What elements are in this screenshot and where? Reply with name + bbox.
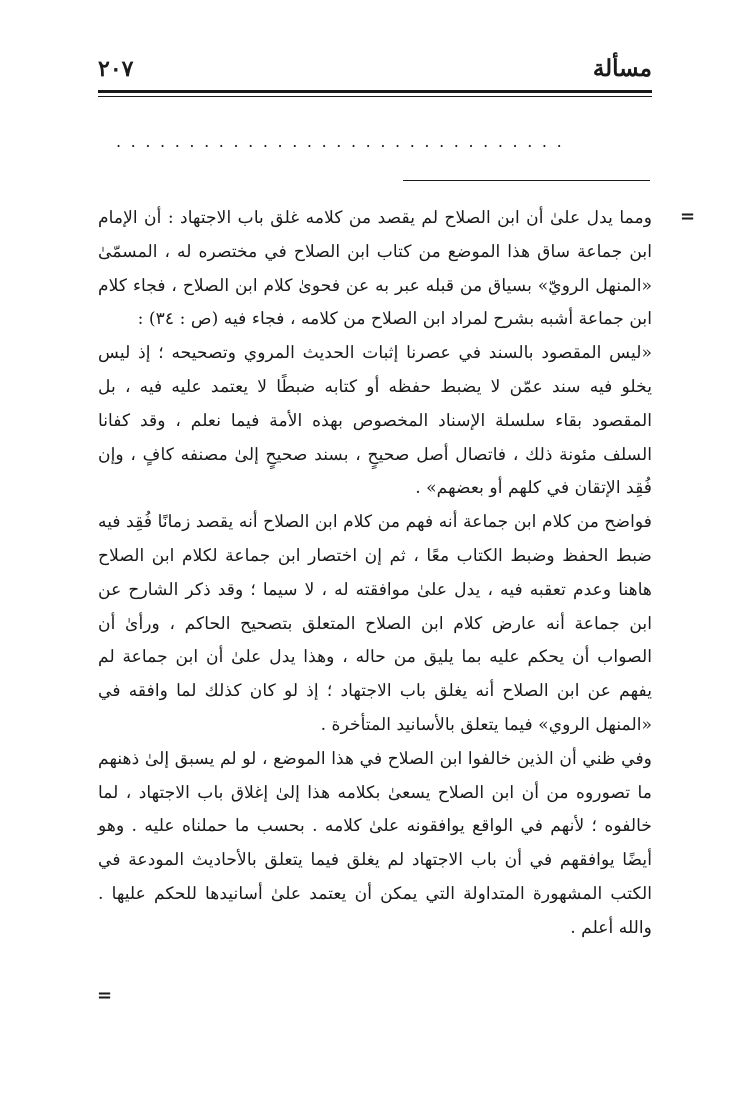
- continuation-mark: =: [680, 206, 696, 227]
- end-mark: =: [97, 985, 113, 1006]
- paragraph-2-quote: «ليس المقصود بالسند في عصرنا إثبات الحديث المروي وتصحيحه ؛ إذ ليس يخلو فيه سند عمّن لا يضبط حفظه أو كتابه ضبطًا لا يعتمد عليه فيه ، بل المقصود بقاء سلسلة الإسناد المخصوص بهذه الأمة فيما نعلم ، وقد كفانا السلف مئونة ذلك ، فاتصال أصل صحيحٍ ، بسند صحيحٍ إلىٰ مصنفه كافٍ ، وإن فُقِد الإتقان في كلهم أو بعضهم» .: [98, 343, 652, 499]
- footnote-rule: [403, 180, 650, 181]
- page-header: [98, 52, 652, 86]
- page-number: ٢٠٧: [98, 56, 134, 82]
- paragraph-1: ومما يدل علىٰ أن ابن الصلاح لم يقصد من كلامه غلق باب الاجتهاد : أن الإمام ابن جماعة ساق هذا الموضع من كتاب ابن الصلاح في مختصره له ، المسمّىٰ «المنهل الرويّ» بسياق من قبله عبر به عن فحوىٰ كلام ابن الصلاح ، فجاء كلام ابن جماعة أشبه بشرح لمراد ابن الصلاح من كلامه ، فجاء فيه (ص : ٣٤) :: [98, 208, 652, 330]
- header-rule-thin: [98, 96, 652, 97]
- paragraph-3: فواضح من كلام ابن جماعة أنه فهم من كلام ابن الصلاح أنه يقصد زمانًا فُقِد فيه ضبط الحفظ وضبط الكتاب معًا ، ثم إن اختصار ابن جماعة لكلام ابن الصلاح هاهنا وعدم تعقبه فيه ، يدل علىٰ موافقته له ، لا سيما ؛ وقد ذكر الشارح عن ابن جماعة أنه عارض كلام ابن الصلاح المتعلق بتصحيح الحاكم ، ورأىٰ أن الصواب أن يحكم عليه بما يليق من حاله ، وهذا يدل علىٰ أن ابن جماعة لم يفهم عن ابن الصلاح أنه يغلق باب الاجتهاد ؛ إذ لو كان كذلك لما وافقه في «المنهل الروي» فيما يتعلق بالأسانيد المتأخرة .: [98, 512, 652, 735]
- paragraph-4: وفي ظني أن الذين خالفوا ابن الصلاح في هذا الموضع ، لو لم يسبق إلىٰ ذهنهم ما تصوروه من أن ابن الصلاح يسعىٰ بكلامه هذا إلىٰ إغلاق باب الاجتهاد ، لما خالفوه ؛ لأنهم في الواقع يوافقونه علىٰ كلامه . بحسب ما حملناه عليه . وهو أيضًا يوافقهم في أن باب الاجتهاد لم يغلق فيما يتعلق بالأحاديث المودعة في الكتب المشهورة المتداولة التي يمكن أن يعتمد علىٰ أسانيدها للحكم عليها . والله أعلم .: [98, 748, 652, 938]
- body-text: [98, 202, 652, 946]
- dotted-separator: ...............................: [116, 132, 572, 151]
- running-title: مسألة: [592, 55, 652, 82]
- header-rule-thick: [98, 90, 652, 93]
